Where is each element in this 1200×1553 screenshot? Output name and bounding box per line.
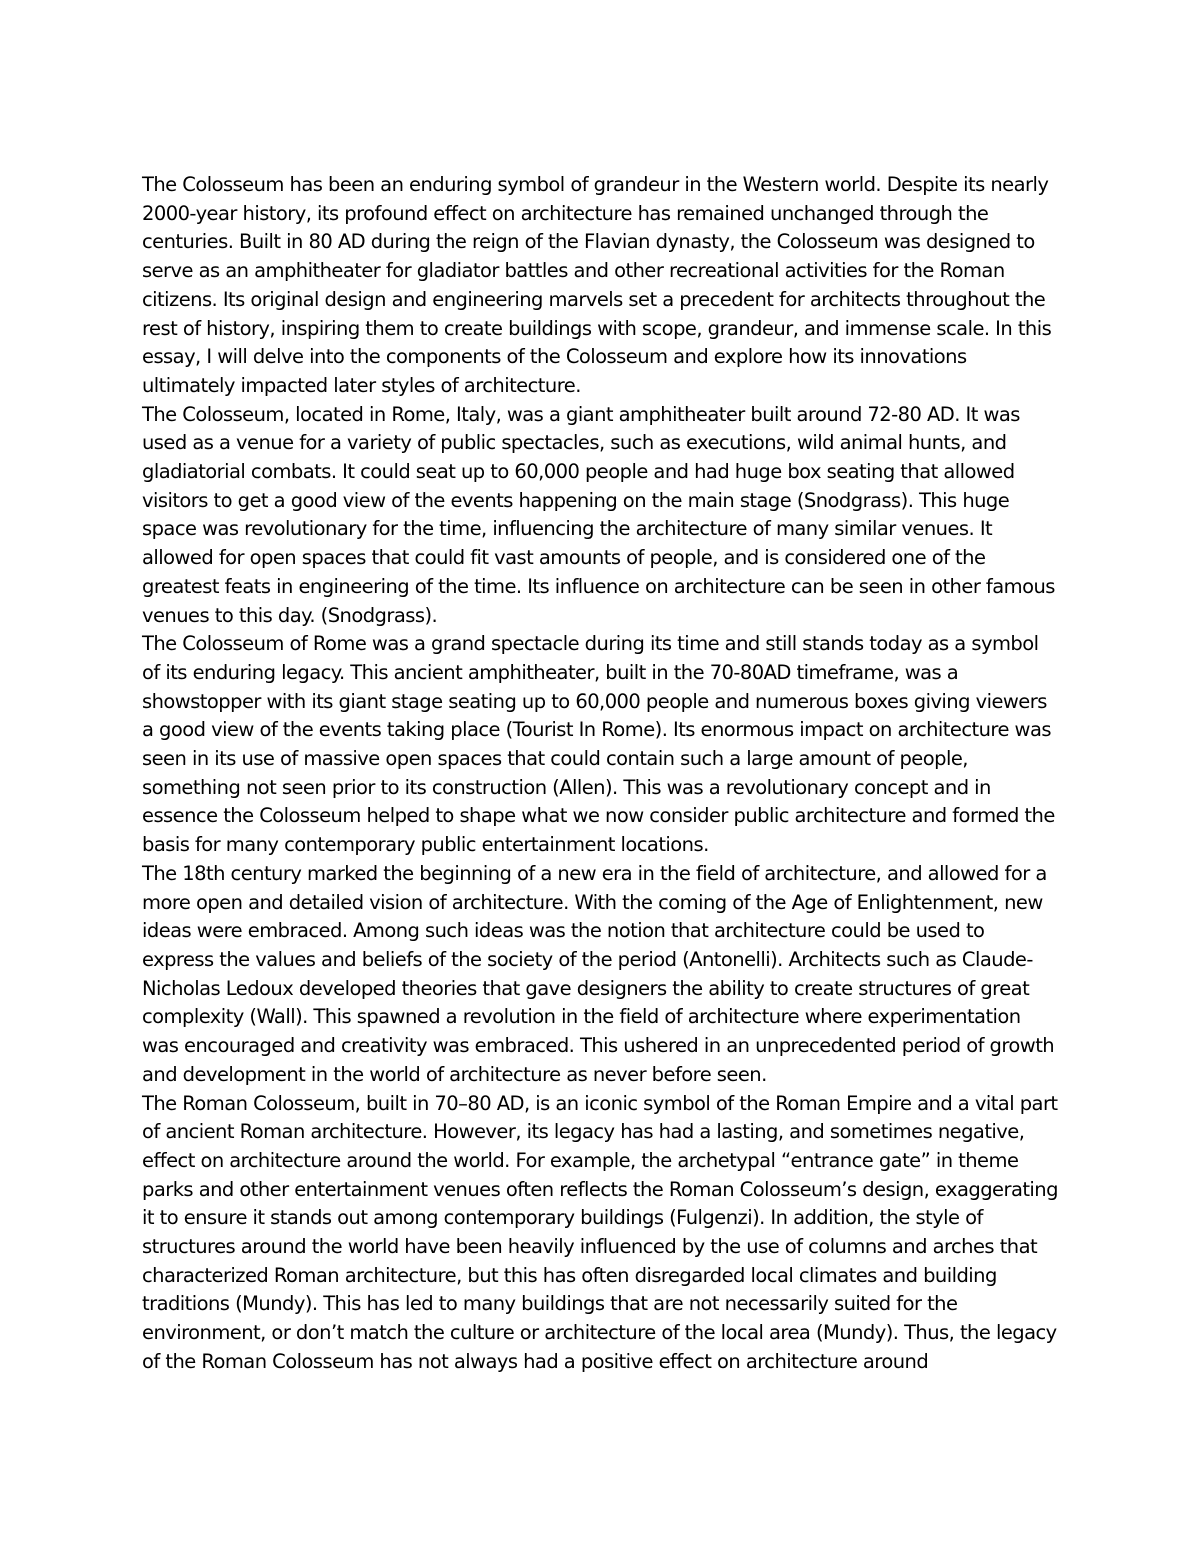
- paragraph-colosseum-rome: The Colosseum, located in Rome, Italy, was a giant amphitheater built around 72-80 AD. It was used as a venue for a variety of public spectacles, such as executions, wild animal hunts, and gladiatorial combats. It could seat up to 60,000 people and had huge box seating that allowed visitors to get a good view of the events happening on the main stage (Snodgrass). This huge space was revolutionary for the time, influencing the architecture of many similar venues. It allowed for open spaces that could fit vast amounts of people, and is considered one of the greatest feats in engineering of the time. Its influence on architecture can be seen in other famous venues to this day. (Snodgrass).: [142, 402, 1055, 627]
- paragraph-legacy: The Roman Colosseum, built in 70–80 AD, is an iconic symbol of the Roman Empire and a vital part of ancient Roman architecture. However, its legacy has had a lasting, and sometimes negative, effect on architecture around the world. For example, the archetypal “entrance gate” in theme parks and other entertainment venues often reflects the Roman Colosseum’s design, exaggerating it to ensure it stands out among contemporary buildings (Fulgenzi). In addition, the style of structures around the world have been heavily influenced by the use of columns and arches that characterized Roman architecture, but this has often disregarded local climates and building traditions (Mundy). This has led to many buildings that are not necessarily suited for the environment, or don’t match the culture or architecture of the local area (Mundy). Thus, the legacy of the Roman Colosseum has not always had a positive effect on architecture around: [142, 1091, 1058, 1373]
- paragraph-intro: The Colosseum has been an enduring symbol of grandeur in the Western world. Despite its nearly 2000-year history, its profound effect on architecture has remained unchanged through the centuries. Built in 80 AD during the reign of the Flavian dynasty, the Colosseum was designed to serve as an amphitheater for gladiator battles and other recreational activities for the Roman citizens. Its original design and engineering marvels set a precedent for architects throughout the rest of history, inspiring them to create buildings with scope, grandeur, and immense scale. In this essay, I will delve into the components of the Colosseum and explore how its innovations ultimately impacted later styles of architecture.: [142, 173, 1052, 397]
- paragraph-grand-spectacle: The Colosseum of Rome was a grand spectacle during its time and still stands today as a symbol of its enduring legacy. This ancient amphitheater, built in the 70-80AD timeframe, was a showstopper with its giant stage seating up to 60,000 people and numerous boxes giving viewers a good view of the events taking place (Tourist In Rome). Its enormous impact on architecture was seen in its use of massive open spaces that could contain such a large amount of people, something not seen prior to its construction (Allen). This was a revolutionary concept and in essence the Colosseum helped to shape what we now consider public architecture and formed the basis for many contemporary public entertainment locations.: [142, 632, 1055, 857]
- essay-body: [142, 171, 1060, 1377]
- paragraph-18th-century: The 18th century marked the beginning of a new era in the field of architecture, and allowed for a more open and detailed vision of architecture. With the coming of the Age of Enlightenment, new ideas were embraced. Among such ideas was the notion that architecture could be used to express the values and beliefs of the society of the period (Antonelli). Architects such as Claude-Nicholas Ledoux developed theories that gave designers the ability to create structures of great complexity (Wall). This spawned a revolution in the field of architecture where experimentation was encouraged and creativity was embraced. This ushered in an unprecedented period of growth and development in the world of architecture as never before seen.: [142, 861, 1055, 1086]
